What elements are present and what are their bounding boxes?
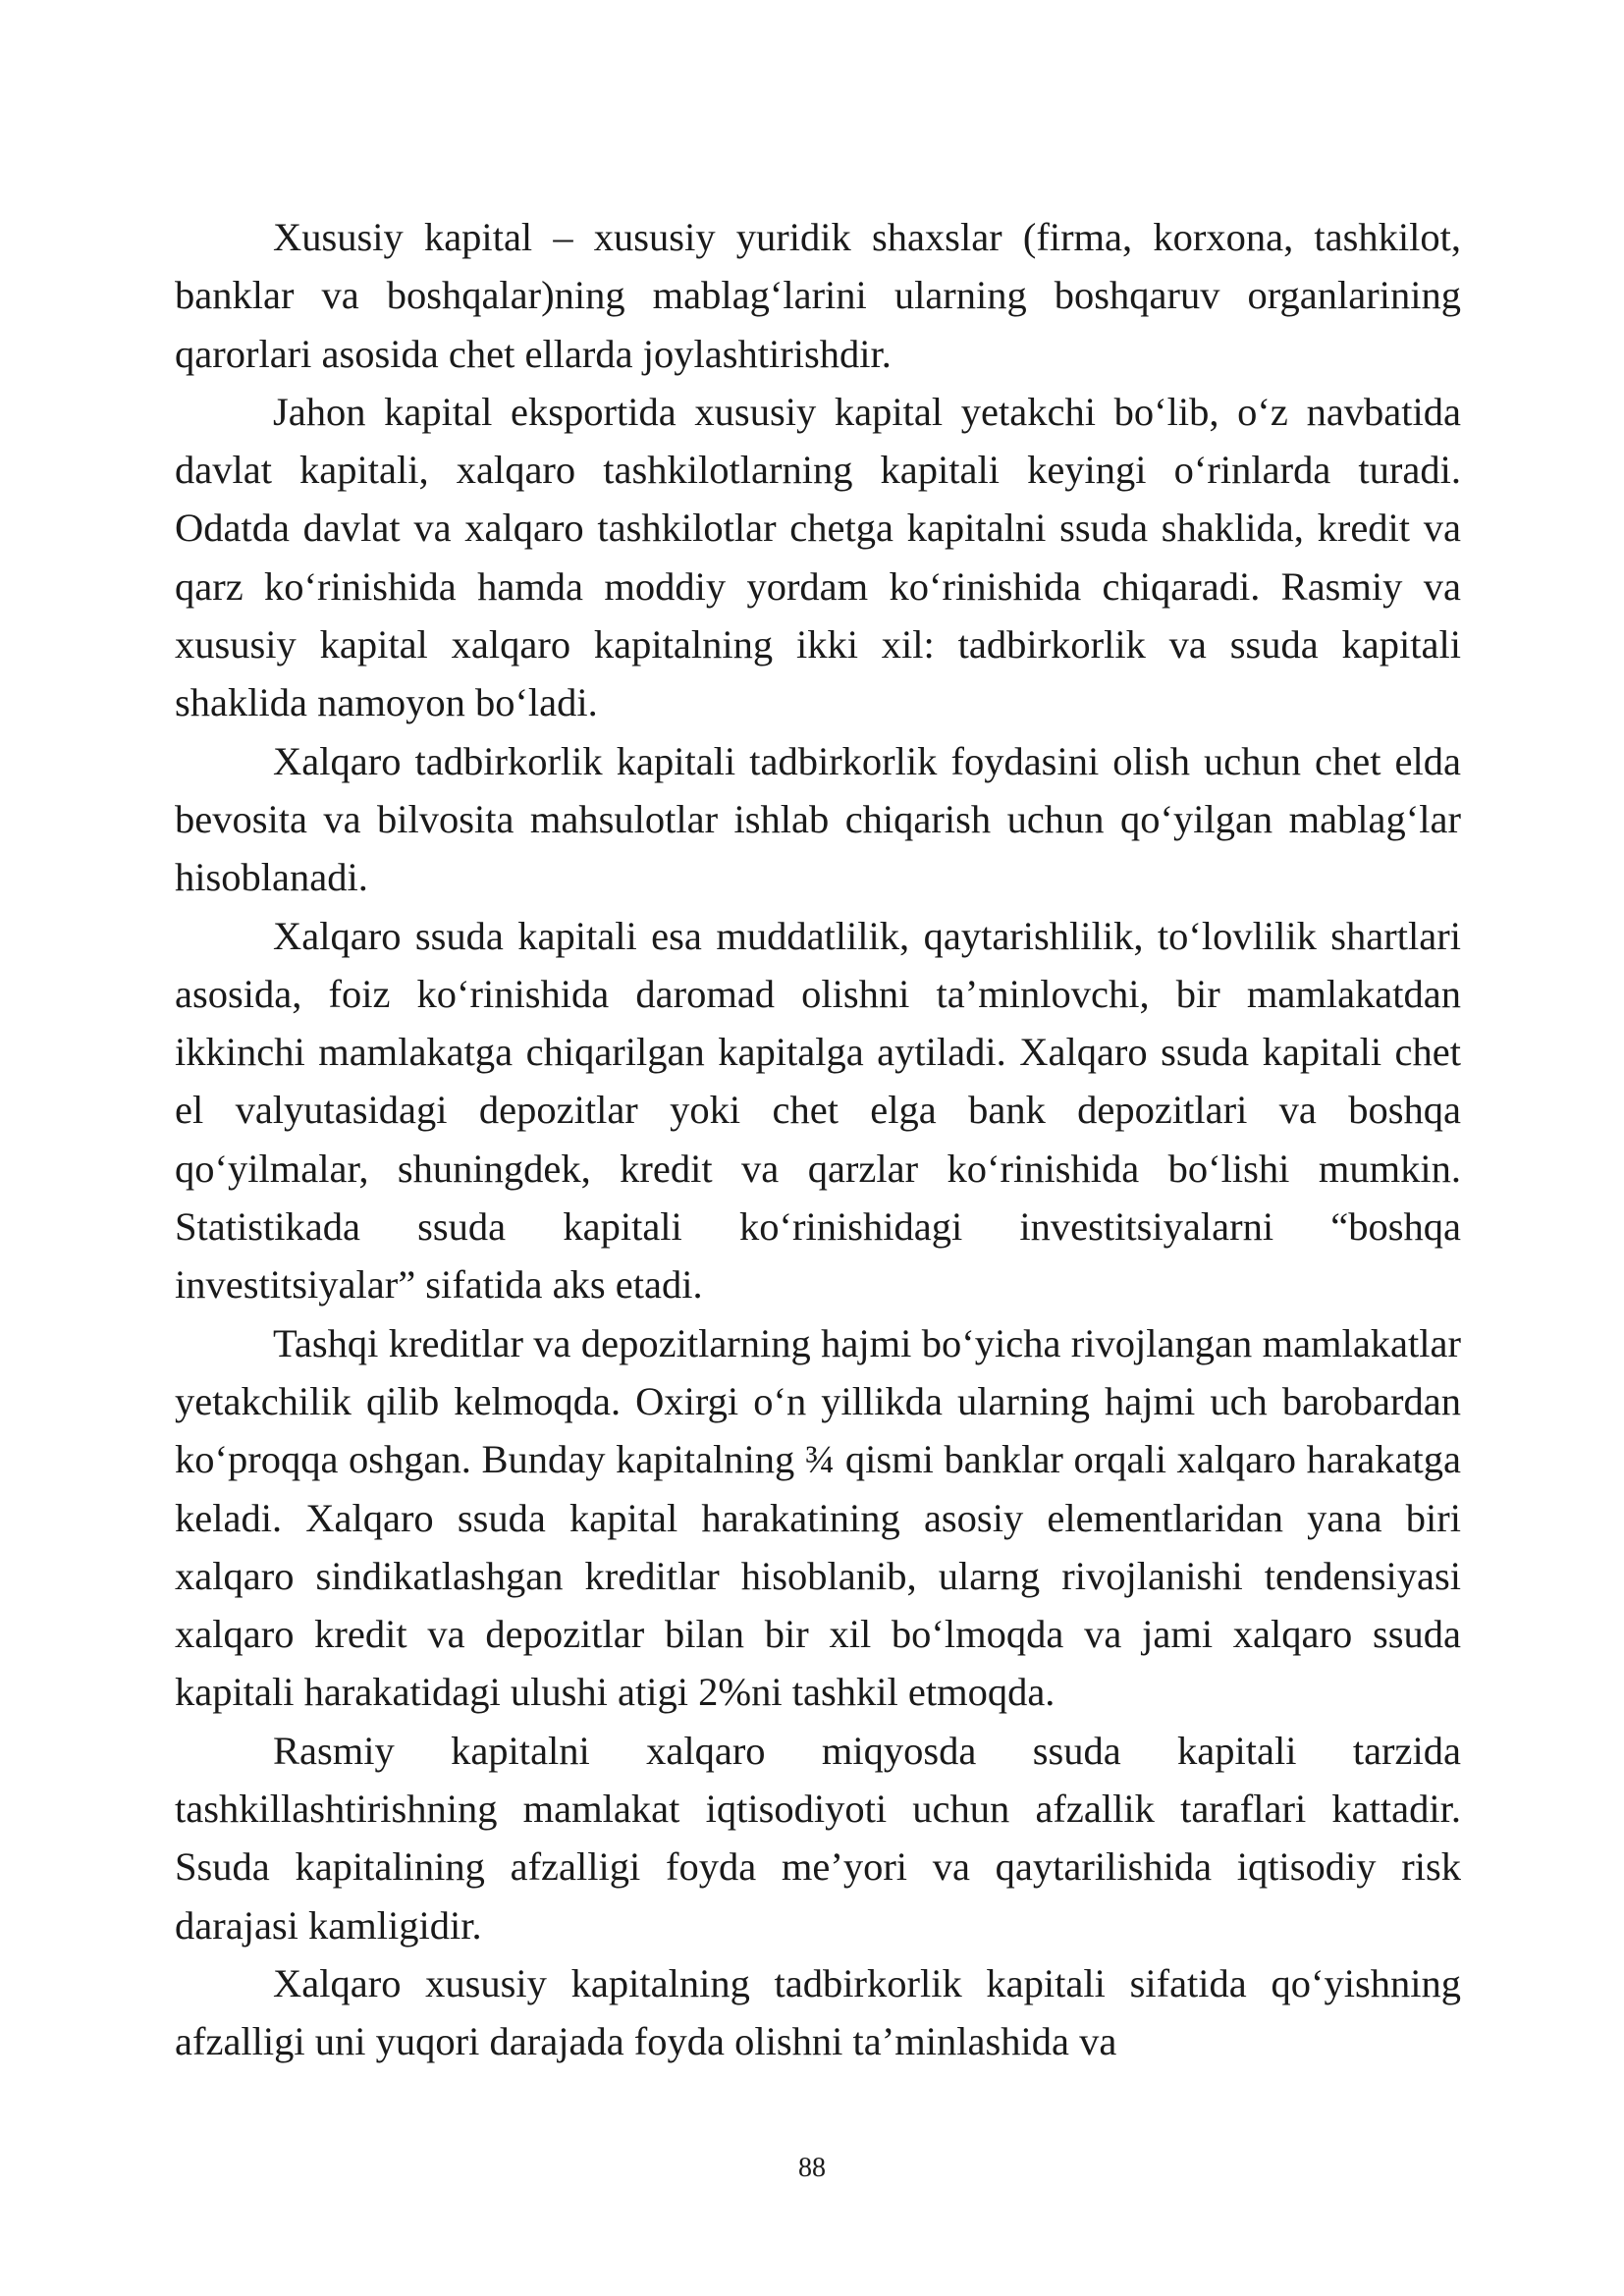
paragraph-private-capital-advantages: Xalqaro xususiy kapitalning tadbirkorlik kapitali sifatida qo‘yishning afzalligi uni yuqori darajada foyda olishni ta’minlashida va xyxy=(175,1960,1461,2064)
page-body xyxy=(175,208,1461,2071)
paragraph-world-capital-export: Jahon kapital eksportida xususiy kapital yetakchi bo‘lib, o‘z navbatida davlat kapitali, xalqaro tashkilotlarning kapitali keyingi o‘rinlarda turadi. Odatda davlat va xalqaro tashkilotlar chetga kapitalni ssuda shaklida, kredit va qarz ko‘rinishida hamda moddiy yordam ko‘rinishida chiqaradi. Rasmiy va xususiy kapital xalqaro kapitalning ikki xil: tadbirkorlik va ssuda kapitali shaklida namoyon bo‘ladi. xyxy=(175,389,1461,725)
paragraph-loan-capital: Xalqaro ssuda kapitali esa muddatlilik, qaytarishlilik, to‘lovlilik shartlari asosida, foiz ko‘rinishida daromad olishni ta’minlovchi, bir mamlakatdan ikkinchi mamlakatga chiqarilgan kapitalga aytiladi. Xalqaro ssuda kapitali chet el valyutasidagi depozitlar yoki chet elga bank depozitlari va boshqa qo‘yilmalar, shuningdek, kredit va qarzlar ko‘rinishida bo‘lishi mumkin. Statistikada ssuda kapitali ko‘rinishidagi investitsiyalarni “boshqa investitsiyalar” sifatida aks etadi. xyxy=(175,913,1461,1308)
page-number: 88 xyxy=(798,2153,826,2183)
paragraph-foreign-credits-deposits: Tashqi kreditlar va depozitlarning hajmi bo‘yicha rivojlangan mamlakatlar yetakchilik qilib kelmoqda. Oxirgi o‘n yillikda ularning hajmi uch barobardan ko‘proqqa oshgan. Bunday kapitalning ¾ qismi banklar orqali xalqaro harakatga keladi. Xalqaro ssuda kapital harakatining asosiy elementlaridan yana biri xalqaro sindikatlashgan kreditlar hisoblanib, ularng rivojlanishi tendensiyasi xalqaro kredit va depozitlar bilan bir xil bo‘lmoqda va jami xalqaro ssuda kapitali harakatidagi ulushi atigi 2%ni tashkil etmoqda. xyxy=(175,1320,1461,1715)
paragraph-official-capital-advantages: Rasmiy kapitalni xalqaro miqyosda ssuda kapitali tarzida tashkillashtirishning mamlakat iqtisodiyoti uchun afzallik taraflari kattadir. Ssuda kapitalining afzalligi foyda me’yori va qaytarilishida iqtisodiy risk darajasi kamligidir. xyxy=(175,1728,1461,1948)
paragraph-private-capital-definition: Xususiy kapital – xususiy yuridik shaxslar (firma, korxona, tashkilot, banklar va boshqalar)ning mablag‘larini ularning boshqaruv organlarining qarorlari asosida chet ellarda joylashtirishdir. xyxy=(175,215,1461,376)
paragraph-entrepreneurial-capital: Xalqaro tadbirkorlik kapitali tadbirkorlik foydasini olish uchun chet elda bevosita va bilvosita mahsulotlar ishlab chiqarish uchun qo‘yilgan mablag‘lar hisoblanadi. xyxy=(175,738,1461,900)
